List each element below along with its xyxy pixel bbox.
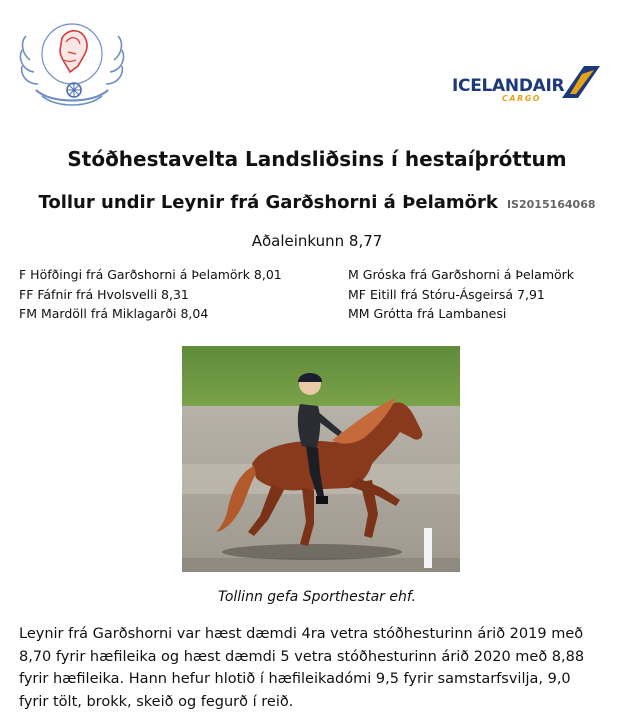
icelandair-cargo-logo-icon <box>560 64 602 100</box>
pedigree-sire-sire: FF Fáfnir frá Hvolsvelli 8,31 <box>19 286 189 302</box>
description-paragraph <box>19 623 619 713</box>
icelandair-cargo-text: CARGO <box>502 94 542 103</box>
description-line: Leynir frá Garðshorni var hæst dæmdi 4ra vetra stóðhesturinn árið 2019 með <box>19 626 584 642</box>
pedigree-sire-dam: FM Mardöll frá Miklagarði 8,04 <box>19 306 209 321</box>
subtitle-row <box>0 192 634 213</box>
photo-caption: Tollinn gefa Sporthestar ehf. <box>218 589 416 605</box>
pedigree-sire-side <box>19 265 282 324</box>
pedigree-dam-dam: MM Grótta frá Lambanesi <box>348 306 507 321</box>
horse-photo <box>182 346 460 572</box>
pedigree-dam-side <box>348 265 574 324</box>
pedigree-dam: M Gróska frá Garðshorni á Þelamörk <box>348 267 575 282</box>
registration-number: IS2015164068 <box>506 198 596 211</box>
page-title: Stóðhestavelta Landsliðsins í hestaíþróttum <box>67 147 567 171</box>
horse-name-heading: Tollur undir Leynir frá Garðshorni á Þelamörk <box>38 192 498 213</box>
total-score: Aðaleinkunn 8,77 <box>251 232 383 250</box>
icelandair-brand-text: ICELANDAIR <box>452 76 565 96</box>
landssamband-hestamannafelaga-seal-icon <box>16 14 128 110</box>
description-line: fyrir tölt, brokk, skeið og fegurð í reið. <box>19 693 294 710</box>
pedigree-dam-sire: MF Eitill frá Stóru-Ásgeirsá 7,91 <box>348 286 545 302</box>
description-line: 8,70 fyrir hæfileika og hæst dæmdi 5 vetra stóðhesturinn árið 2020 með 8,88 <box>19 648 585 665</box>
icelandair-cargo-logo <box>452 64 604 104</box>
landssamband-seal-logo <box>16 14 128 110</box>
rider-on-chestnut-horse-photo <box>182 346 460 572</box>
pedigree-sire: F Höfðingi frá Garðshorni á Þelamörk 8,01 <box>19 267 282 282</box>
description-line: fyrir hæfileika. Hann hefur hlotið í hæfileikadómi 9,5 fyrir samstarfsvilja, 9,0 <box>19 671 571 687</box>
